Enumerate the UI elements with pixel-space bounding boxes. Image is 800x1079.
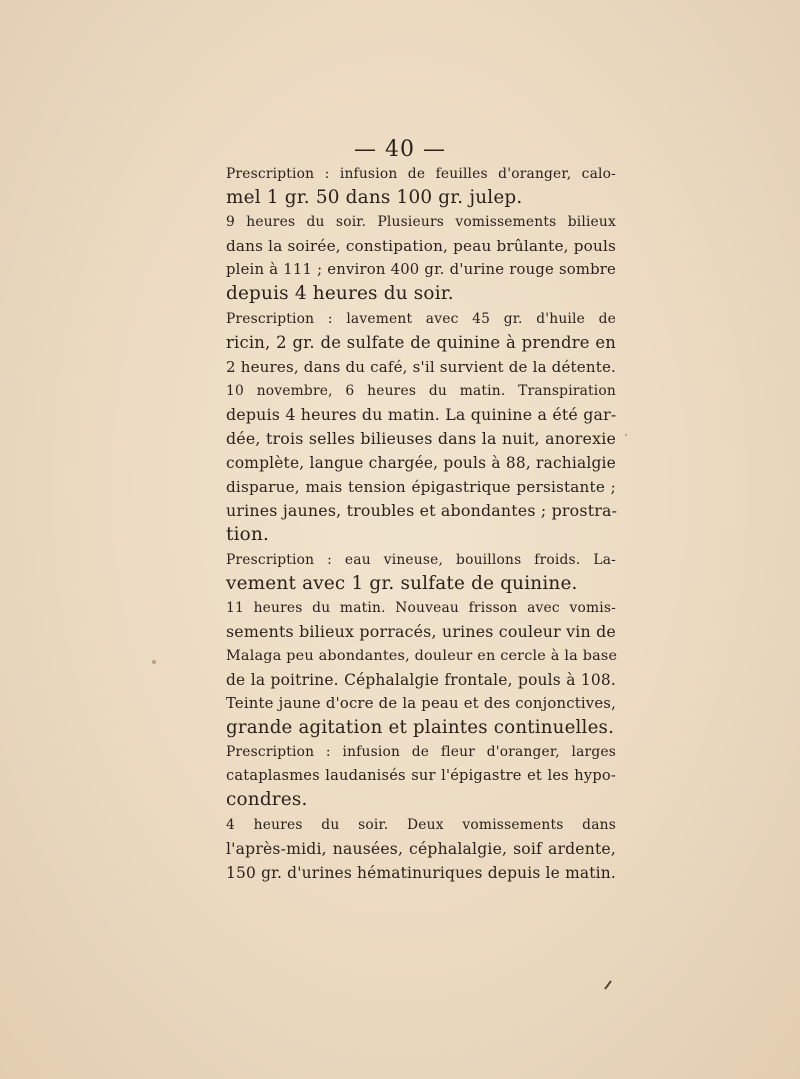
text-line: Teinte jaune d'ocre de la peau et des conjonctives, xyxy=(226,695,616,713)
body-text xyxy=(205,162,616,885)
text-line: condres. xyxy=(226,789,308,811)
text-line: tion. xyxy=(226,524,270,546)
text-line: 11 heures du matin. Nouveau frisson avec vomis- xyxy=(226,599,616,616)
text-line: Malaga peu abondantes, douleur en cercle à la base xyxy=(226,647,618,664)
paragraph-prescription-2 xyxy=(205,307,616,379)
paragraph-prescription-4 xyxy=(205,740,616,812)
paragraph-prescription-3 xyxy=(205,548,616,596)
text-line: grande agitation et plaintes continuelles. xyxy=(226,717,615,739)
paragraph-10-novembre xyxy=(205,379,616,548)
text-line: Prescription : infusion de feuilles d'oranger, calo- xyxy=(226,166,616,182)
paragraph-9h-soir xyxy=(205,210,616,306)
text-line: cataplasmes laudanisés sur l'épigastre et les hypo- xyxy=(226,767,616,785)
page-number: — 40 — xyxy=(354,137,446,162)
text-line: 150 gr. d'urines hématinuriques depuis le matin. xyxy=(226,863,616,882)
text-line: ricin, 2 gr. de sulfate de quinine à prendre en xyxy=(226,332,616,352)
text-line: Prescription : infusion de fleur d'oranger, larges xyxy=(226,744,616,761)
paragraph-4h-soir xyxy=(205,813,616,885)
text-line: depuis 4 heures du matin. La quinine a été gar- xyxy=(226,404,617,424)
text-line: vement avec 1 gr. sulfate de quinine. xyxy=(226,572,578,594)
text-line: de la poitrine. Céphalalgie frontale, pouls à 108. xyxy=(226,670,616,689)
text-line: complète, langue chargée, pouls à 88, rachialgie xyxy=(226,454,616,473)
text-line: 9 heures du soir. Plusieurs vomissements bilieux xyxy=(226,214,616,231)
text-line: sements bilieux porracés, urines couleur vin de xyxy=(226,621,616,641)
text-line: 2 heures, dans du café, s'il survient de la détente. xyxy=(226,357,616,376)
text-line: Prescription : lavement avec 45 gr. d'huile de xyxy=(226,310,616,327)
text-line: disparue, mais tension épigastrique persistante ; xyxy=(226,478,616,497)
text-line: urines jaunes, troubles et abondantes ; prostra- xyxy=(226,501,618,521)
paper-speck xyxy=(625,434,627,436)
text-line: dée, trois selles bilieuses dans la nuit, anorexie xyxy=(226,429,616,449)
paragraph-prescription-1 xyxy=(205,162,616,210)
text-line: 10 novembre, 6 heures du matin. Transpiration xyxy=(226,382,616,399)
paper-speck xyxy=(605,981,611,989)
text-line: dans la soirée, constipation, peau brûlante, pouls xyxy=(226,237,616,256)
text-line: l'après-midi, nausées, céphalalgie, soif ardente, xyxy=(226,839,616,858)
text-line: mel 1 gr. 50 dans 100 gr. julep. xyxy=(226,187,523,209)
text-line: plein à 111 ; environ 400 gr. d'urine rouge sombre xyxy=(226,261,616,279)
paper-speck xyxy=(152,660,156,664)
text-line: Prescription : eau vineuse, bouillons froids. La- xyxy=(226,551,616,568)
text-line: 4 heures du soir. Deux vomissements dans xyxy=(226,816,616,833)
paragraph-11h-matin xyxy=(205,596,616,741)
text-line: depuis 4 heures du soir. xyxy=(226,283,454,305)
